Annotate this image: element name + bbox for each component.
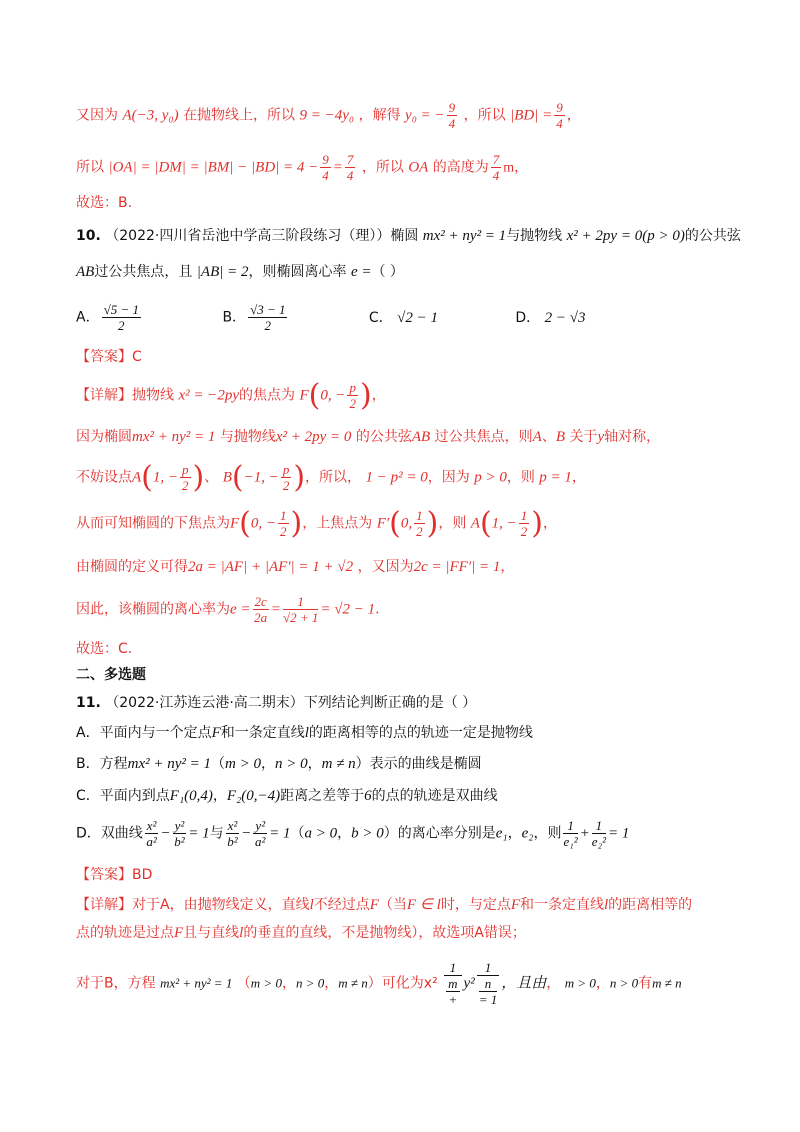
q10-detail-1: 【详解】抛物线 x² = −2py的焦点为 F(0, − $\frac{p}{2}$ )，	[76, 378, 386, 413]
q9-line-2: 所以 |OA| = |DM| = |BM| − |BD| = 4 − $\frac{9}{4}$ = $\frac{7}{4}$ ，所以 OA 的高度为 $\frac{7}{4}$ m，	[76, 152, 529, 183]
q10-detail-4: 从而可知椭圆的下焦点为F(0, − $\frac{1}{2}$ )，上焦点为 F′(0, $\frac{1}{2}$ )，则 A(1, − $\frac{1}{2}$ )，	[76, 506, 558, 541]
option-b: B． $\frac{√3 - 1}{2}$	[222, 302, 286, 333]
q9-answer: 故选：B.	[76, 195, 133, 211]
q11-option-b: B．方程mx² + ny² = 1（m > 0，n > 0，m ≠ n）表示的曲线是椭圆	[76, 756, 482, 772]
q11-detail-3: 对于B，方程 mx² + ny² = 1 （m > 0，n > 0，m ≠ n）可化为x² $\frac{1}{\frac{m}{+}}$ y² $\frac{1}{\frac{n}{= 1}}$ ，且由， m > 0，n > 0有m ≠ n	[76, 960, 682, 1007]
q10-options	[76, 302, 657, 333]
q10-detail-3: 不妨设点A(1, − $\frac{p}{2}$ )、 B(−1, − $\frac{p}{2}$ )，所以， 1 − p² = 0，因为 p > 0，则 p = 1，	[76, 460, 586, 495]
q11-detail-1: 【详解】对于A，由抛物线定义，直线l不经过点F（当F ∈ l时，与定点F和一条定直线l的距离相等的	[76, 897, 693, 913]
q11-detail-2: 点的轨迹是过点F且与直线l的垂直的直线，不是抛物线），故选项A错误；	[76, 925, 526, 941]
q10-answer: 【答案】C	[76, 349, 142, 365]
q11-option-d: D．双曲线 $\frac{\text{x²}}{\text{a²}}$ − $\frac{\text{y²}}{\text{b²}}$ = 1与 $\frac{\text{x²}}{\text{b²}}$ − $\frac{\text{y²}}{\text{a²}}$ = 1（a > 0，b > 0）的离心率分别是e₁，e₂，则 $\frac{1}{\text{e₁²}}$ + $\frac{1}{\text{e₂²}}$ = 1	[76, 818, 630, 849]
option-d: D． 2 − √3	[515, 309, 586, 326]
section-title: 二、多选题	[76, 667, 146, 683]
q11-option-a: A．平面内与一个定点F和一条定直线l的距离相等的点的轨迹一定是抛物线	[76, 725, 533, 741]
q10-detail-5: 由椭圆的定义可得2a = |AF| + |AF′| = 1 + √2 ，又因为2c = |FF′| = 1，	[76, 559, 515, 575]
option-c: C． √2 − 1	[368, 309, 438, 326]
q10-detail-2: 因为椭圆mx² + ny² = 1 与抛物线x² + 2py = 0 的公共弦AB 过公共焦点，则A、B 关于y轴对称，	[76, 429, 661, 445]
q11-option-c: C．平面内到点F₁(0,4)，F₂(0,−4)距离之差等于6的点的轨迹是双曲线	[76, 788, 498, 804]
q10-stem-line-2: AB过公共焦点，且 |AB| = 2，则椭圆离心率 e =（ ）	[76, 264, 404, 280]
option-a: A． $\frac{√5 - 1}{2}$	[76, 302, 139, 333]
q10-final: 故选：C.	[76, 641, 133, 657]
q10-stem-line-1: 10. （2022·四川省岳池中学高三阶段练习（理））椭圆 mx² + ny² = 1与抛物线 x² + 2py = 0(p > 0)的公共弦	[76, 228, 741, 244]
q11-stem: 11. （2022·江苏连云港·高二期末）下列结论判断正确的是（ ）	[76, 695, 477, 711]
q11-answer: 【答案】BD	[76, 867, 153, 883]
q10-detail-6: 因此，该椭圆的离心率为e = $\frac{2c}{2a}$ = $\frac{1}{√2 + 1}$ = √2 − 1.	[76, 594, 380, 625]
q9-line-1: 又因为 A(−3, y₀) 在抛物线上，所以 9 = −4y₀ ，解得 y₀ = − $\frac{9}{4}$ ，所以 |BD| = $\frac{9}{4}$ ，	[76, 100, 581, 131]
